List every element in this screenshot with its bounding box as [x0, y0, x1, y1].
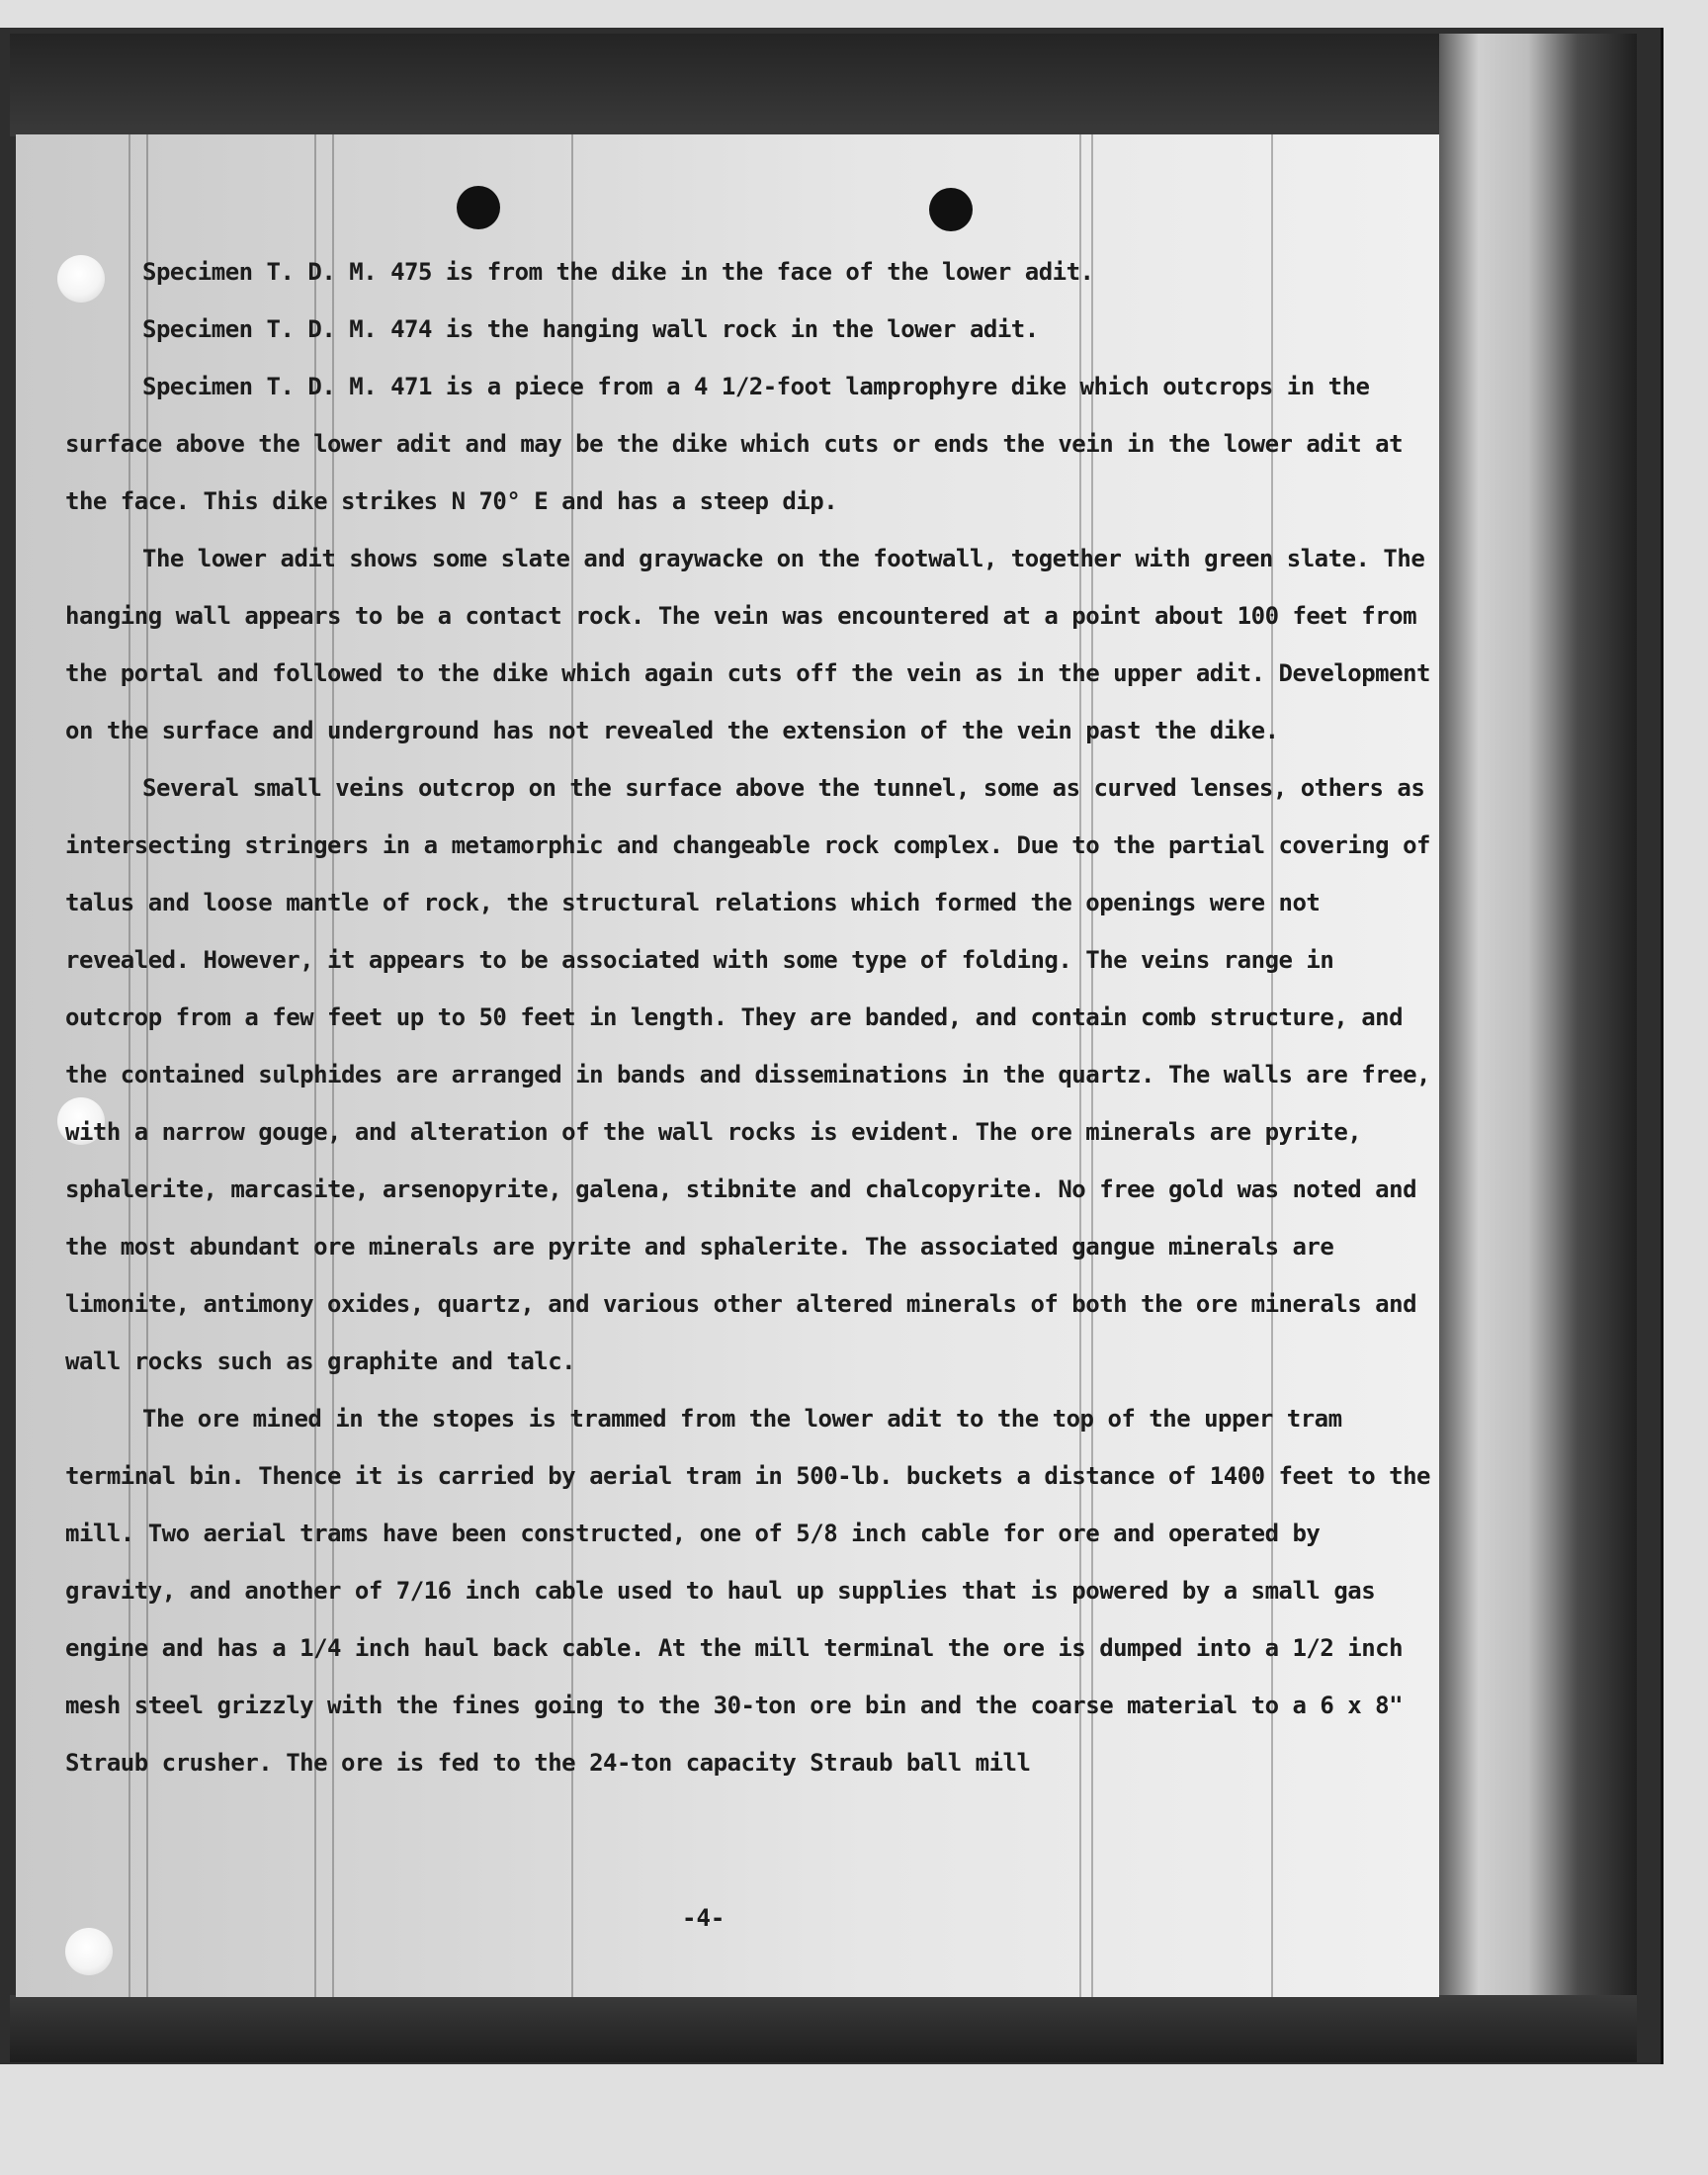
- paragraph: The lower adit shows some slate and graywacke on the footwall, together with green slate. The hanging wall appears to be a contact rock. The vein was encountered at a point about 100 feet from the portal and followed to the dike which again cuts off the vein as in the upper adit. Development on the surface and underground has not revealed the extension of the vein past the dike.: [65, 545, 1430, 744]
- document-body: [65, 243, 1439, 1791]
- scan-bottom-shadow: [10, 1995, 1637, 2062]
- paragraph: Specimen T. D. M. 475 is from the dike in the face of the lower adit.: [142, 258, 1094, 286]
- scan-right-edge: [1439, 34, 1637, 2050]
- paragraph: The ore mined in the stopes is trammed from the lower adit to the top of the upper tram terminal bin. Thence it is carried by aerial tram in 500-lb. buckets a distance of 1400 feet to the mill. Two aerial trams have been constructed, one of 5/8 inch cable for ore and operated by gravity, and another of 7/16 inch cable used to haul up supplies that is powered by a small gas engine and has a 1/4 inch haul back cable. At the mill terminal the ore is dumped into a 1/2 inch mesh steel grizzly with the fines going to the 30-ton ore bin and the coarse material to a 6 x 8" Straub crusher. The ore is fed to the 24-ton capacity Straub ball mill: [65, 1405, 1430, 1777]
- ink-blot-mark: [929, 188, 973, 231]
- ink-blot-mark: [457, 186, 500, 229]
- page-number: -4-: [682, 1904, 726, 1932]
- paragraph: Specimen T. D. M. 471 is a piece from a 4 1/2-foot lamprophyre dike which outcrops in the surface above the lower adit and may be the dike which cuts or ends the vein in the lower adit at the face. This dike strikes N 70° E and has a steep dip.: [65, 373, 1404, 515]
- paragraph: Several small veins outcrop on the surface above the tunnel, some as curved lenses, others as intersecting stringers in a metamorphic and changeable rock complex. Due to the partial covering of talus and loose mantle of rock, the structural relations which formed the openings were not revealed. However, it appears to be associated with some type of folding. The veins range in outcrop from a few feet up to 50 feet in length. They are banded, and contain comb structure, and the contained sulphides are arranged in bands and disseminations in the quartz. The walls are free, with a narrow gouge, and alteration of the wall rocks is evident. The ore minerals are pyrite, sphalerite, marcasite, arsenopyrite, galena, stibnite and chalcopyrite. No free gold was noted and the most abundant ore minerals are pyrite and sphalerite. The associated gangue minerals are limonite, antimony oxides, quartz, and various other altered minerals of both the ore minerals and wall rocks such as graphite and talc.: [65, 774, 1430, 1375]
- paragraph: Specimen T. D. M. 474 is the hanging wall rock in the lower adit.: [142, 315, 1039, 343]
- scan-top-shadow: [10, 34, 1631, 136]
- binder-hole: [65, 1928, 113, 1975]
